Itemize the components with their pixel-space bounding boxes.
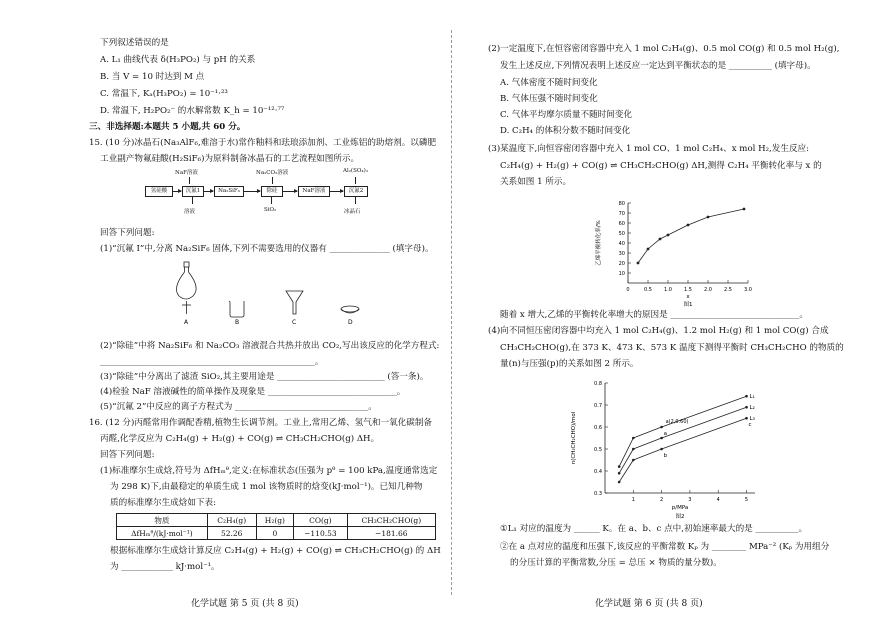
- figure-caption: 图2: [675, 514, 685, 520]
- data-point: [707, 216, 710, 219]
- y-tick-label: 10: [618, 271, 625, 277]
- x-tick-label: 2: [660, 497, 664, 503]
- data-point: [632, 448, 635, 451]
- x-tick-label: 5: [744, 497, 749, 503]
- text-line: (1)标准摩尔生成焓,符号为 ΔfHₘᶿ,定义:在标准状态(压强为 pᶿ = 100 kPa,温度通常选定: [100, 466, 438, 476]
- flow-box-desilication: 除硅: [261, 186, 283, 197]
- table-row: [117, 527, 436, 540]
- text-line: 回答下列问题:: [100, 450, 155, 460]
- flow-box-naf-solution: NaF溶液: [298, 186, 330, 197]
- text-line: 根据标准摩尔生成焓计算反应 C₂H₄(g) + H₂(g) + CO(g) ⇌ CH₃CH₂CHO(g) 的 ΔH: [110, 546, 441, 556]
- point-label: a: [663, 431, 667, 437]
- x-tick-label: 1: [631, 497, 635, 503]
- flow-box-defluorination-2: 沉氟2: [344, 186, 368, 197]
- text-line: 关系如图 1 所示。: [500, 177, 572, 187]
- text-line: 的分压计算的平衡常数,分压 = 总压 × 物质的量分数)。: [510, 558, 722, 568]
- flow-box-defluorination-1: 沉氟1: [182, 186, 204, 197]
- text-line: D. 常温下, H₂PO₂⁻ 的水解常数 K_h = 10⁻¹²·⁷⁷: [100, 106, 285, 116]
- y-tick-label: 70: [618, 211, 625, 217]
- apparatus-label-d: D: [348, 319, 353, 326]
- point-label: c: [748, 422, 752, 429]
- data-point: [647, 248, 650, 251]
- text-line: (2)“除硅”中将 Na₂SiF₆ 和 Na₂CO₃ 溶液混合共热并放出 CO₂,写出该反应的化学方程式:: [100, 341, 440, 351]
- flow-arrow-3: [243, 191, 260, 192]
- y-tick-label: 80: [618, 201, 625, 207]
- text-line: 16. (12 分)丙醛常用作调配香精,植物生长调节剂。工业上,常用乙烯、氢气和一氧化碳制备: [89, 418, 433, 428]
- y-tick-label: 60: [618, 221, 625, 227]
- apparatus-label-a: A: [184, 319, 189, 326]
- flow-arrow-out-2: [271, 196, 272, 204]
- conversion-chart: [590, 195, 760, 310]
- text-line: (3)“除硅”中分离出了滤渣 SiO₂,其主要用途是 _________________________ (答一条)。: [100, 372, 429, 382]
- y-tick-label: 0.8: [594, 381, 602, 387]
- flow-product-cryolite: 冰晶石: [344, 209, 361, 215]
- text-line: 下列叙述错误的是: [100, 38, 169, 48]
- text-line: 量(n)与压强(p)的关系如图 2 所示。: [500, 359, 639, 369]
- text-line: 随着 x 增大,乙烯的平衡转化率增大的原因是 ______________________________。: [500, 310, 808, 320]
- text-line: 为 ____________ kJ·mol⁻¹。: [110, 562, 220, 572]
- figure-caption: 图1: [683, 302, 693, 308]
- text-line: 三、非选择题:本题共 5 小题,共 60 分。: [89, 122, 246, 132]
- text-line: B. 气体压强不随时间变化: [500, 94, 598, 104]
- table-header-cell: C₂H₄(g): [207, 514, 256, 527]
- table-cell: −181.66: [347, 527, 435, 540]
- flow-arrow-4: [282, 191, 297, 192]
- table-header-cell: CH₃CH₂CHO(g): [347, 514, 435, 527]
- data-point: [745, 417, 748, 420]
- flow-arrow-down-2: [272, 177, 273, 184]
- point-annotation: a(2,0.60): [665, 419, 689, 425]
- text-line: (4)检验 NaF 溶液碱性的简单操作及现象是 ______________________________。: [100, 387, 406, 397]
- table-header-cell: H₂(g): [256, 514, 294, 527]
- table-cell: ΔfHₘᶿ/(kJ·mol⁻¹): [117, 527, 208, 540]
- data-point: [618, 465, 621, 468]
- data-point: [660, 426, 663, 429]
- flow-arrow-out-1: [192, 196, 193, 204]
- text-line: 工业副产物氟硅酸(H₂SiF₆)为原料制备冰晶石的工艺流程如图所示。: [100, 154, 360, 164]
- x-tick-label: 2.5: [724, 287, 732, 293]
- text-line: D. C₂H₄ 的体积分数不随时间变化: [500, 126, 631, 136]
- text-line: __________________________________________________。: [100, 357, 324, 367]
- series-line: [619, 407, 746, 473]
- flow-arrow-2: [203, 191, 213, 192]
- y-tick-label: 0.7: [594, 403, 602, 409]
- table-header-cell: CO(g): [294, 514, 347, 527]
- data-point: [632, 459, 635, 462]
- funnel-icon: [286, 291, 303, 314]
- data-point: [667, 234, 670, 237]
- y-tick-label: 0.4: [594, 469, 602, 475]
- data-point: [618, 472, 621, 475]
- series-label: L₃: [749, 416, 755, 423]
- series-line: [619, 418, 746, 482]
- point-label: b: [663, 453, 668, 459]
- flow-arrow-down-1: [189, 177, 190, 184]
- text-line: 为 298 K)下,由最稳定的单质生成 1 mol 该物质时的焓变(kJ·mol⁻¹)。已知几种物: [110, 482, 423, 492]
- x-tick-label: 2.0: [704, 287, 712, 293]
- data-point: [618, 481, 621, 484]
- data-point: [745, 406, 748, 409]
- series-line: [638, 209, 744, 263]
- text-line: A. 气体密度不随时间变化: [500, 78, 598, 88]
- x-tick-label: 1.0: [664, 287, 672, 293]
- data-point: [637, 262, 640, 265]
- text-line: 15. (10 分)冰晶石(Na₃AlF₆,难溶于水)常作釉料和珐琅添加剂、工业炼铝的助熔剂。以磷肥: [89, 138, 437, 148]
- x-tick-label: 3.0: [744, 287, 752, 293]
- flow-reagent-naf: NaF溶液: [175, 170, 198, 176]
- x-tick-label: 1.5: [684, 287, 692, 293]
- y-tick-label: 40: [618, 241, 625, 247]
- table-header-cell: 物质: [117, 514, 208, 527]
- table-cell: 52.26: [207, 527, 256, 540]
- flow-product-sio2: SiO₂: [264, 207, 277, 213]
- x-tick-label: 3: [688, 497, 692, 503]
- y-tick-label: 20: [618, 261, 625, 267]
- apparatus-label-b: B: [235, 319, 240, 326]
- text-line: (1)“沉氟 Ⅰ”中,分离 Na₂SiF₆ 固体,下列不需要选用的仪器有 ______________ (填字母)。: [100, 244, 434, 254]
- right-footer: 化学试题 第 6 页 (共 8 页): [595, 599, 703, 609]
- evaporating-dish-icon: [341, 306, 359, 313]
- beaker-icon: [229, 301, 244, 317]
- table-header-row: [117, 514, 436, 527]
- text-line: CH₃CH₂CHO(g),在 373 K、473 K、573 K 温度下测得平衡时 CH₃CH₂CHO 的物质的: [500, 343, 844, 353]
- y-axis-label: n(CH₃CH₂CHO)/mol: [571, 411, 577, 465]
- apparatus-label-c: C: [292, 319, 297, 326]
- text-line: 丙醛,化学反应为 C₂H₄(g) + H₂(g) + CO(g) ⇌ CH₃CH₂CHO(g) ΔH。: [100, 434, 380, 444]
- table-cell: −110.53: [294, 527, 347, 540]
- left-footer: 化学试题 第 5 页 (共 8 页): [191, 599, 299, 609]
- flow-arrow-out-3: [355, 196, 356, 204]
- flow-reagent-al2so43: Al₂(SO₄)₃: [343, 168, 368, 174]
- text-line: 回答下列问题:: [100, 228, 155, 238]
- y-tick-label: 0.3: [594, 491, 602, 497]
- text-line: C. 气体平均摩尔质量不随时间变化: [500, 110, 633, 120]
- text-line: C₂H₄(g) + H₂(g) + CO(g) ⇌ CH₃CH₂CHO(g) ΔH,测得 C₂H₄ 平衡转化率与 x 的: [500, 161, 822, 171]
- text-line: (5)“沉氟 2”中反应的离子方程式为 _______________________________。: [100, 402, 377, 412]
- x-tick-label: 4: [716, 497, 720, 503]
- y-tick-label: 0.6: [594, 425, 602, 431]
- y-tick-label: 30: [618, 251, 625, 257]
- text-line: 发生上述反应,下列情况表明上述反应一定达到平衡状态的是 __________ (填字母)。: [500, 61, 816, 71]
- text-line: 质的标准摩尔生成焓如下表:: [110, 498, 217, 508]
- x-tick-label: 0: [626, 287, 630, 293]
- series-label: L₂: [749, 405, 755, 412]
- separatory-funnel-icon: [176, 262, 196, 314]
- flow-arrow-5: [329, 191, 343, 192]
- x-tick-label: 0.5: [644, 287, 652, 293]
- text-line: A. L₁ 曲线代表 δ(H₃PO₂) 与 pH 的关系: [100, 55, 256, 65]
- text-line: ②在 a 点对应的温度和压强下,该反应的平衡常数 Kₚ 为 ________ MPa⁻² (Kₚ 为用组分: [500, 542, 830, 552]
- flow-arrow-down-3: [355, 177, 356, 184]
- series-label: L₁: [749, 394, 755, 401]
- data-point: [660, 448, 663, 451]
- lab-apparatus-figure: [160, 262, 370, 326]
- flow-box-na2sif6: Na₂SiF₆: [214, 186, 244, 197]
- flow-product-filtrate: 溶液: [184, 209, 196, 215]
- table-cell: 0: [256, 527, 294, 540]
- text-line: ①L₁ 对应的温度为 ______ K。在 a、b、c 点中,初始速率最大的是 __________。: [500, 524, 808, 534]
- data-point: [743, 208, 746, 211]
- y-tick-label: 50: [618, 231, 625, 237]
- text-line: C. 常温下, Kₐ(H₃PO₂) = 10⁻¹·²³: [100, 89, 228, 99]
- text-line: (2)一定温度下,在恒容密闭容器中充入 1 mol C₂H₄(g)、0.5 mol CO(g) 和 0.5 mol H₂(g),: [488, 44, 840, 54]
- series-line: [619, 396, 746, 466]
- enthalpy-table: [116, 513, 436, 540]
- text-line: (4)向不同恒压密闭容器中均充入 1 mol C₂H₄(g)、1.2 mol H₂(g) 和 1 mol CO(g) 合成: [488, 326, 829, 336]
- flow-arrow-1: [172, 191, 181, 192]
- x-axis-label: x: [686, 294, 690, 300]
- data-point: [632, 437, 635, 440]
- data-point: [745, 395, 748, 398]
- text-line: B. 当 V = 10 时达到 M 点: [100, 72, 205, 82]
- flow-box-feed: 氢硅酸: [145, 186, 173, 197]
- data-point: [687, 224, 690, 227]
- page-divider: [451, 30, 452, 595]
- x-axis-label: p/MPa: [671, 505, 689, 511]
- flow-reagent-na2co3: Na₂CO₃溶液: [256, 170, 289, 176]
- text-line: (3)某温度下,向恒容密闭容器中充入 1 mol CO、1 mol C₂H₄、x mol H₂,发生反应:: [488, 144, 810, 154]
- pressure-chart: [565, 375, 780, 525]
- data-point: [660, 437, 663, 440]
- y-tick-label: 0.5: [594, 447, 602, 453]
- y-axis-label: 乙烯平衡转化率/%: [596, 220, 602, 266]
- data-point: [659, 238, 662, 241]
